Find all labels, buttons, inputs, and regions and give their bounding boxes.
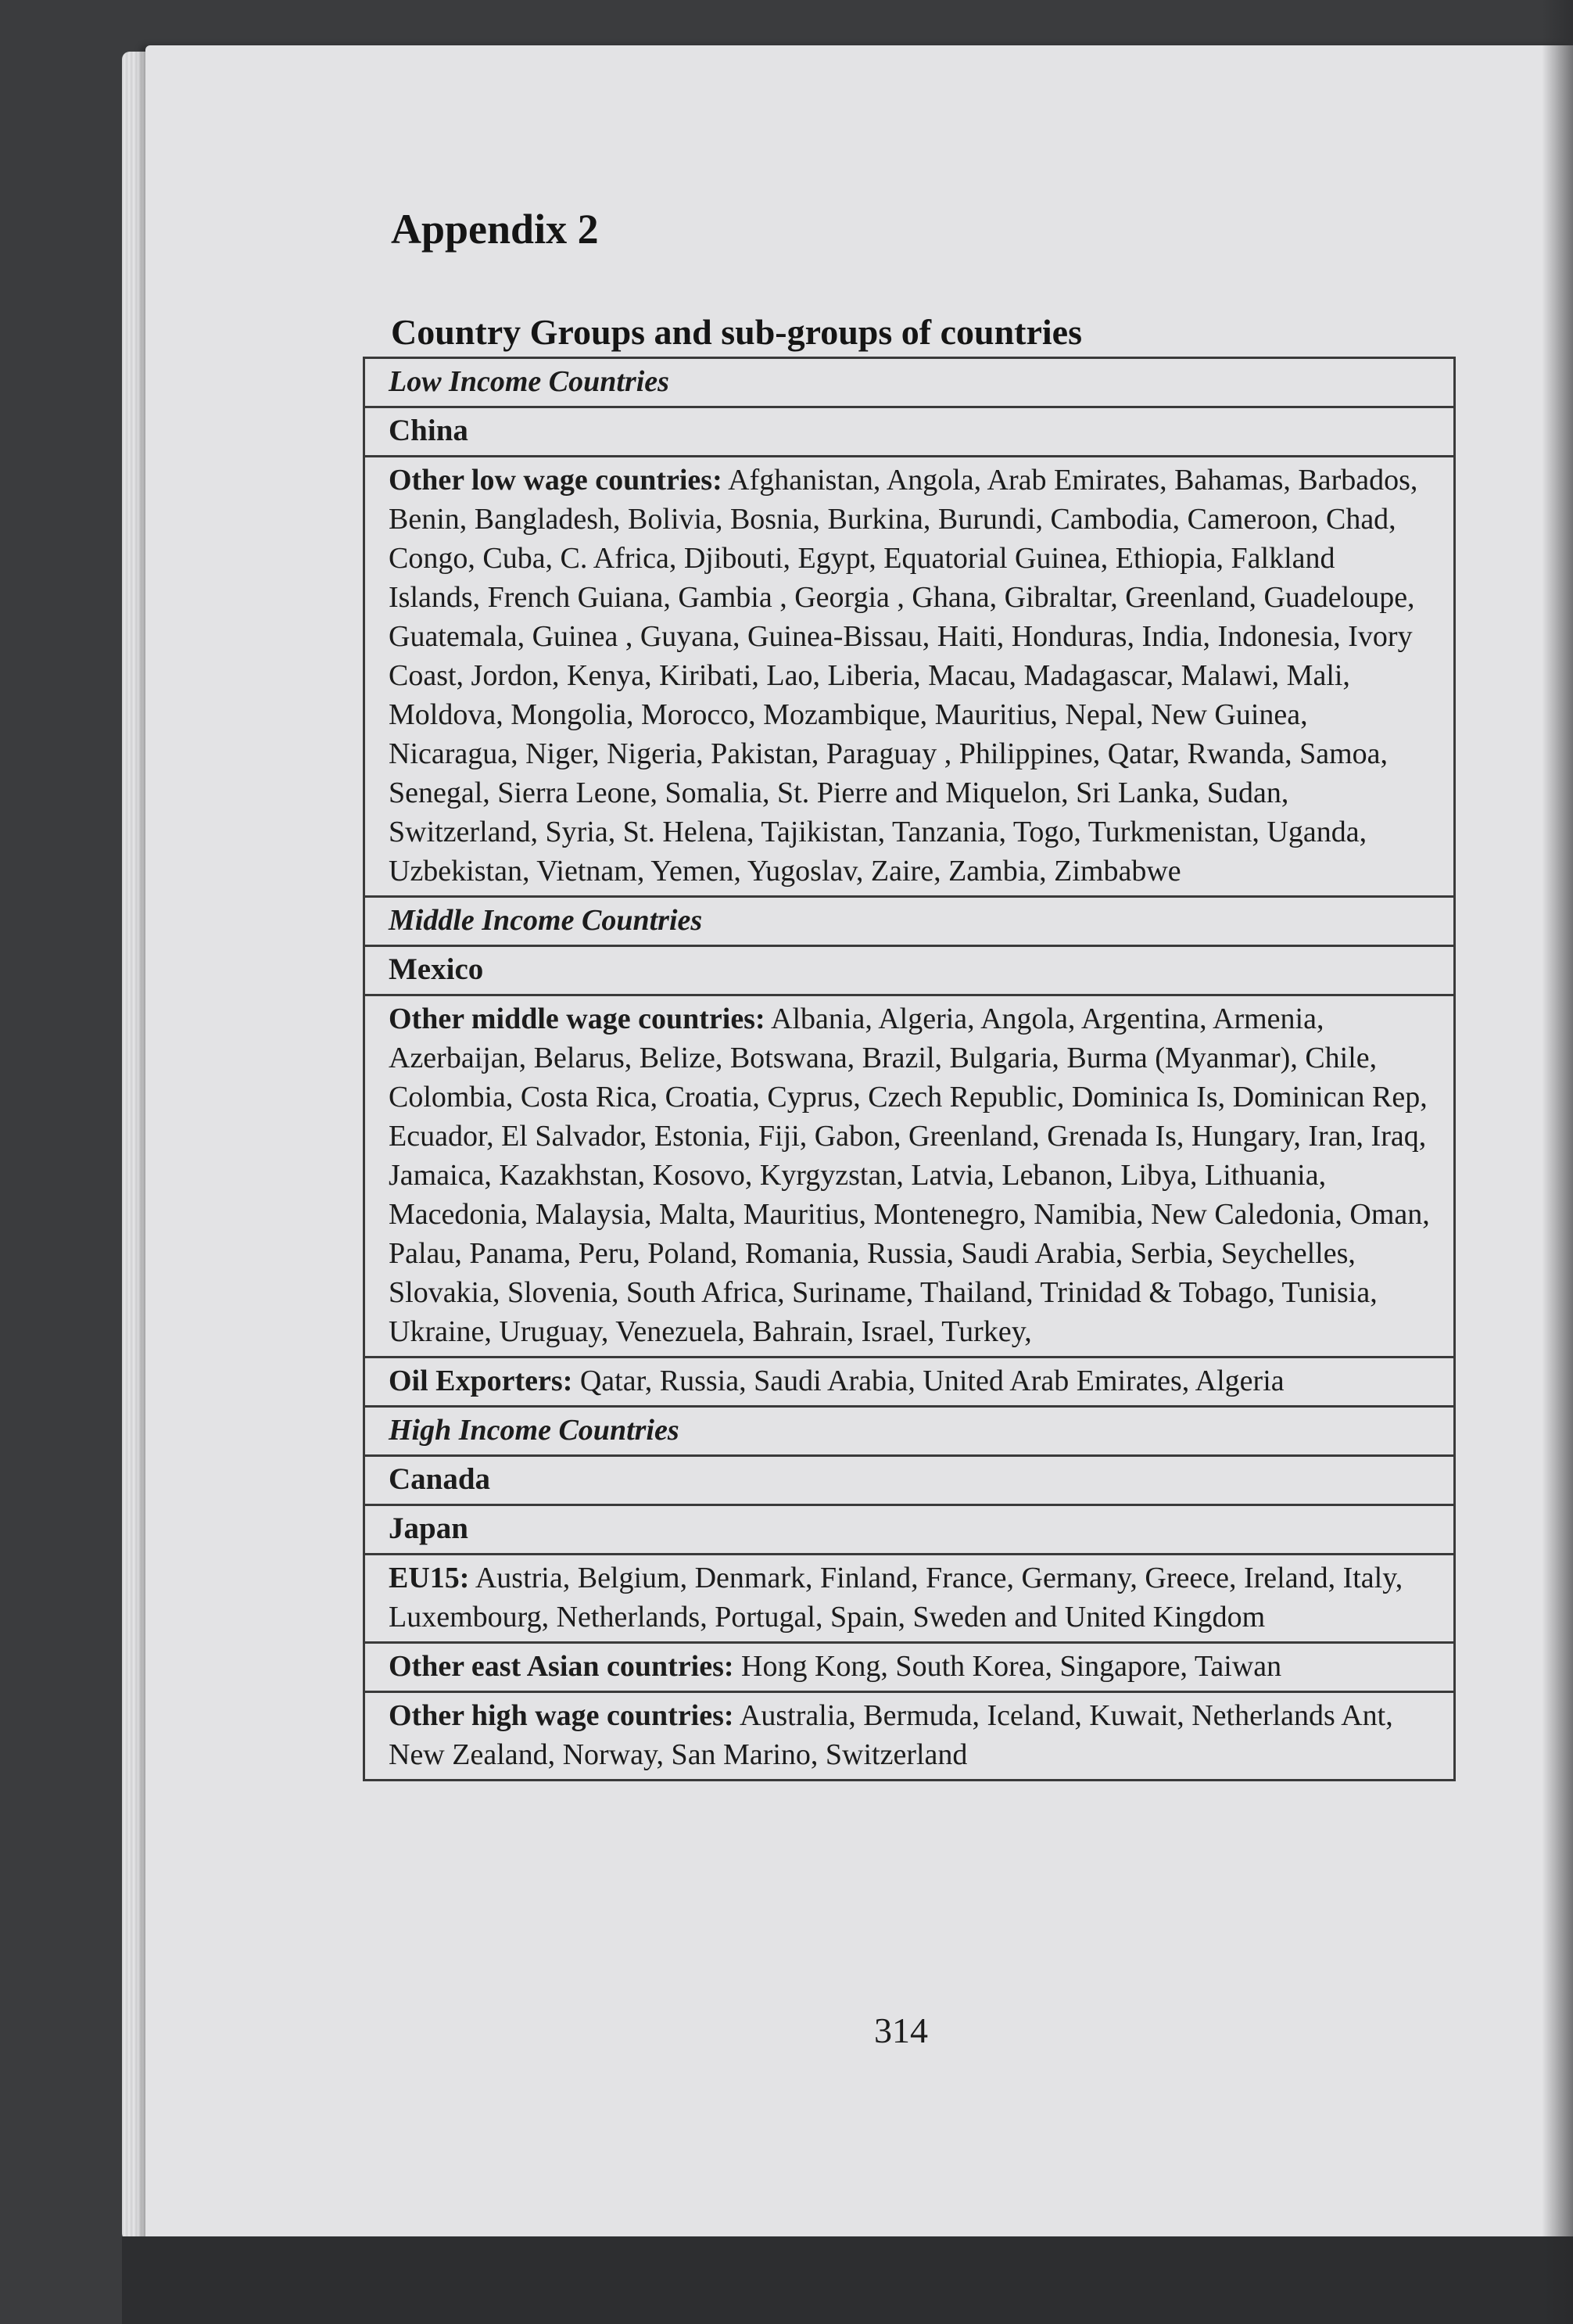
group-row-other-high-wage bbox=[365, 1693, 1453, 1779]
group-countries: Australia, Bermuda, Iceland, Kuwait, Netherlands Ant, New Zealand, Norway, San Marino, Switzerland bbox=[389, 1699, 1393, 1771]
group-row-oil-exporters bbox=[365, 1358, 1453, 1408]
section-title: Country Groups and sub-groups of countries bbox=[391, 312, 1082, 352]
category-label: High Income Countries bbox=[389, 1414, 679, 1447]
page-number: 314 bbox=[874, 2010, 928, 2050]
group-countries: Austria, Belgium, Denmark, Finland, France, Germany, Greece, Ireland, Italy, Luxembourg, Netherlands, Portugal, Spain, Sweden and United Kingdom bbox=[389, 1562, 1403, 1634]
group-row-eu15 bbox=[365, 1555, 1453, 1644]
group-row-other-middle-wage bbox=[365, 996, 1453, 1358]
group-label: Other east Asian countries: bbox=[389, 1650, 734, 1683]
country-label: Mexico bbox=[389, 952, 484, 986]
country-row-mexico bbox=[365, 947, 1453, 996]
country-label: China bbox=[389, 414, 468, 447]
group-countries: Albania, Algeria, Angola, Argentina, Armenia, Azerbaijan, Belarus, Belize, Botswana, Brazil, Bulgaria, Burma (Myanmar), Chile, Colombia, Costa Rica, Croatia, Cyprus, Czech Republic, Dominica Is, Dominican Rep, Ecuador, El Salvador, Estonia, Fiji, Gabon, Greenland, Grenada Is, Hungary, Iran, Iraq, Jamaica, Kazakhstan, Kosovo, Kyrgyzstan, Latvia, Lebanon, Libya, Lithuania, Macedonia, Malaysia, Malta, Mauritius, Montenegro, Namibia, New Caledonia, Oman, Palau, Panama, Peru, Poland, Romania, Russia, Saudi Arabia, Serbia, Seychelles, Slovakia, Slovenia, South Africa, Suriname, Thailand, Trinidad & Tobago, Tunisia, Ukraine, Uruguay, Venezuela, Bahrain, Israel, Turkey, bbox=[389, 1002, 1430, 1348]
category-row-low-income bbox=[365, 359, 1453, 408]
group-label: Other high wage countries: bbox=[389, 1699, 734, 1732]
country-label: Canada bbox=[389, 1462, 491, 1496]
group-row-other-east-asian bbox=[365, 1644, 1453, 1693]
group-label: Oil Exporters: bbox=[389, 1365, 573, 1397]
category-row-middle-income bbox=[365, 898, 1453, 947]
category-row-high-income bbox=[365, 1408, 1453, 1457]
group-label: Other low wage countries: bbox=[389, 464, 722, 497]
country-label: Japan bbox=[389, 1512, 468, 1545]
group-countries: Hong Kong, South Korea, Singapore, Taiwan bbox=[733, 1650, 1282, 1683]
group-label: Other middle wage countries: bbox=[389, 1002, 765, 1035]
country-row-japan bbox=[365, 1506, 1453, 1555]
appendix-title: Appendix 2 bbox=[391, 206, 599, 253]
group-row-other-low-wage bbox=[365, 457, 1453, 898]
country-row-canada bbox=[365, 1457, 1453, 1506]
country-groups-table bbox=[363, 357, 1456, 1781]
group-countries: Qatar, Russia, Saudi Arabia, United Arab Emirates, Algeria bbox=[572, 1365, 1285, 1397]
page-edge-shadow bbox=[1542, 0, 1573, 2324]
category-label: Middle Income Countries bbox=[389, 904, 703, 937]
group-label: EU15: bbox=[389, 1562, 470, 1594]
country-row-china bbox=[365, 408, 1453, 457]
group-countries: Afghanistan, Angola, Arab Emirates, Bahamas, Barbados, Benin, Bangladesh, Bolivia, Bosnia, Burkina, Burundi, Cambodia, Cameroon, Chad, Congo, Cuba, C. Africa, Djibouti, Egypt, Equatorial Guinea, Ethiopia, Falkland Islands, French Guiana, Gambia , Georgia , Ghana, Gibraltar, Greenland, Guadeloupe, Guatemala, Guinea , Guyana, Guinea-Bissau, Haiti, Honduras, India, Indonesia, Ivory Coast, Jordon, Kenya, Kiribati, Lao, Liberia, Macau, Madagascar, Malawi, Mali, Moldova, Mongolia, Morocco, Mozambique, Mauritius, Nepal, New Guinea, Nicaragua, Niger, Nigeria, Pakistan, Paraguay , Philippines, Qatar, Rwanda, Samoa, Senegal, Sierra Leone, Somalia, St. Pierre and Miquelon, Sri Lanka, Sudan, Switzerland, Syria, St. Helena, Tajikistan, Tanzania, Togo, Turkmenistan, Uganda, Uzbekistan, Vietnam, Yemen, Yugoslav, Zaire, Zambia, Zimbabwe bbox=[389, 464, 1418, 888]
background-shadow bbox=[122, 2236, 1573, 2324]
category-label: Low Income Countries bbox=[389, 365, 669, 398]
